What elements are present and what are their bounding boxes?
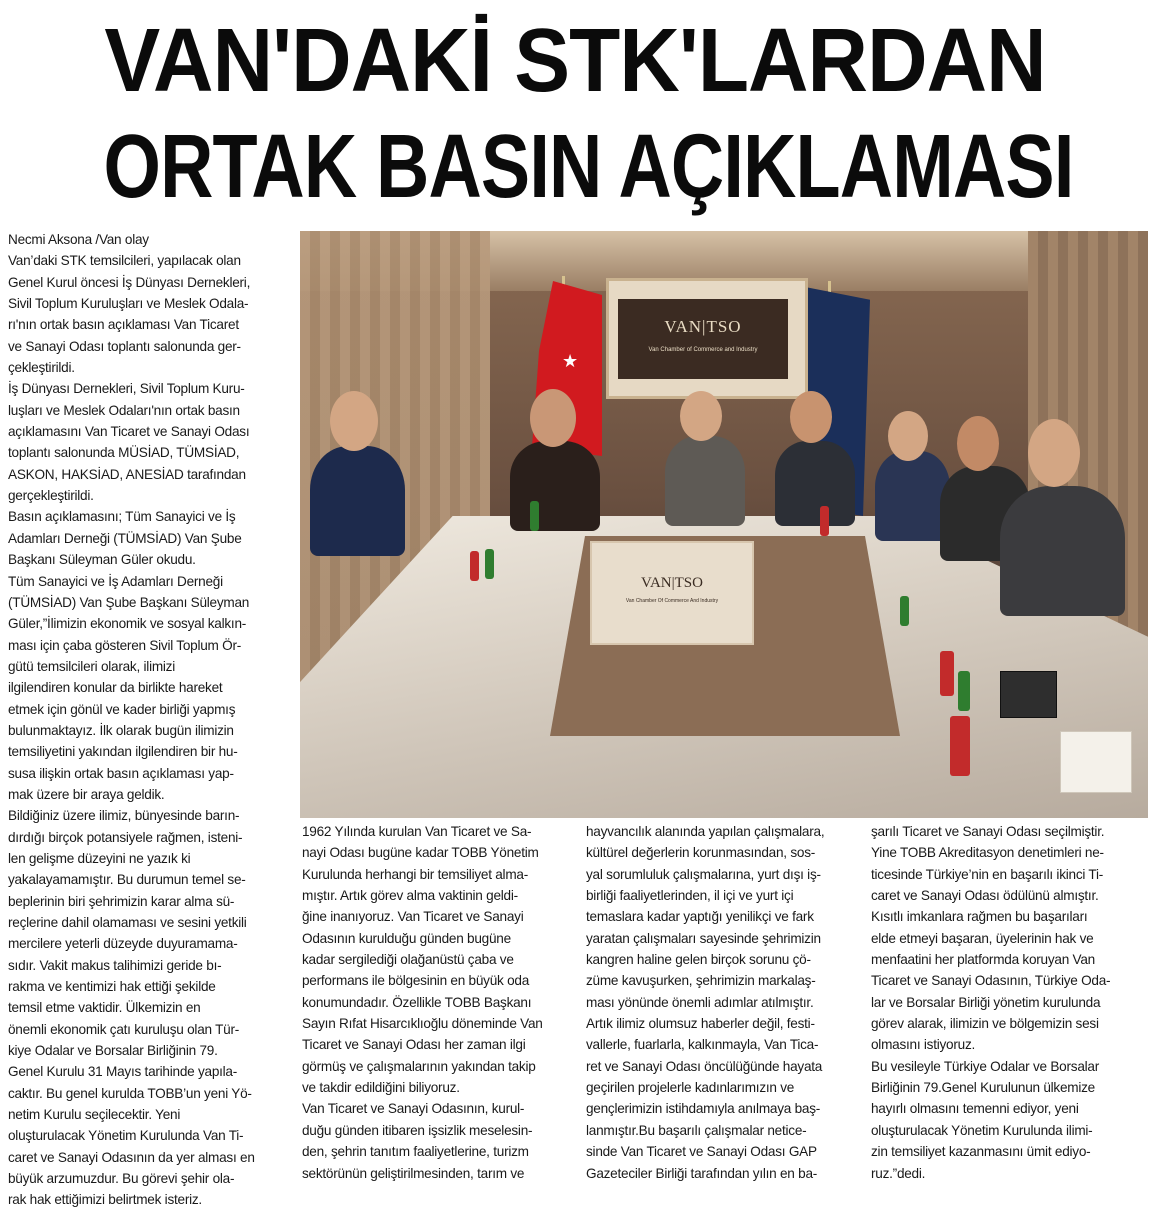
text-line: yakalayamamıştır. Bu durumun temel se- xyxy=(8,872,246,888)
text-line: züme kavuşurken, şehrimizin markalaş- xyxy=(586,973,816,989)
text-line: Yine TOBB Akreditasyon denetimleri ne- xyxy=(871,845,1104,861)
person-figure xyxy=(1000,486,1125,616)
text-line: vallerle, fuarlarla, kalkınmayla, Van Tica- xyxy=(586,1037,819,1053)
person-figure xyxy=(875,451,950,541)
text-line: Kurulunda herhangi bir temsiliyet alma- xyxy=(302,866,528,882)
text-line: Genel Kurulu 31 Mayıs tarihinde yapıla- xyxy=(8,1064,238,1080)
text-line: duğu günden itibaren işsizlik meselesin- xyxy=(302,1122,533,1138)
text-line: ve Sanayi Odası toplantı salonunda ger- xyxy=(8,338,241,354)
text-line: ve takdir edildiğini biliyoruz. xyxy=(302,1080,460,1096)
text-line: reçlerine dahil olamaması ve sesini yetkili xyxy=(8,915,247,930)
text-line: Ticaret ve Sanayi Odasının, Türkiye Oda- xyxy=(871,973,1111,989)
text-line: etmek için gönül ve kader birliği yapmış xyxy=(8,701,236,717)
text-line: bulunmaktayız. İlk olarak bugün ilimizin xyxy=(8,722,234,738)
podium-logo: VAN|TSO xyxy=(641,575,703,591)
text-line: lanmıştır.Bu başarılı çalışmalar netice- xyxy=(586,1122,807,1138)
text-line: gençlerimizin istihdamıyla anılmaya baş- xyxy=(586,1101,821,1117)
text-line: Genel Kurul öncesi İş Dünyası Dernekleri, xyxy=(8,274,251,290)
text-line: kadar sergilediği olağanüstü çaba ve xyxy=(302,952,514,968)
text-line: lar ve Borsalar Birliği yönetim kurulunda xyxy=(871,994,1101,1010)
text-line: oluşturulacak Yönetim Kurulunda ilimi- xyxy=(871,1122,1093,1138)
text-line: sektörünün geliştirilmesinden, tarım ve xyxy=(302,1165,525,1181)
text-line: kiye Odalar ve Borsalar Birliğinin 79. xyxy=(8,1043,218,1059)
text-line: len gelişme düzeyini ne yazık ki xyxy=(8,850,191,866)
text-line: önemli ekonomik çatı kuruluşu olan Tür- xyxy=(8,1021,240,1037)
text-line: ması için çaba gösteren Sivil Toplum Ör- xyxy=(8,637,242,653)
text-line: ilgilendiren konular da birlikte hareket xyxy=(8,680,223,696)
text-line: ret ve Sanayi Odası öncülüğünde hayata xyxy=(586,1058,823,1074)
text-line: performans ile bölgesinin en büyük oda xyxy=(302,973,530,989)
text-line: beplerinin biri şehrimizin karar alma sü- xyxy=(8,893,235,909)
text-line: Kısıtlı imkanlara rağmen bu başarıları xyxy=(871,909,1088,925)
text-line: yal sorumluluk çalışmalarına, yurt dışı iş- xyxy=(586,866,821,882)
wall-logo: VAN|TSO xyxy=(664,317,742,336)
text-line: nayi Odası bugüne kadar TOBB Yönetim xyxy=(302,845,539,861)
text-line: İş Dünyası Dernekleri, Sivil Toplum Kuru- xyxy=(8,381,245,397)
text-line: geçirilen projelerle kadınlarımızın ve xyxy=(586,1080,795,1096)
text-line: luşları ve Meslek Odaları'nın ortak basın xyxy=(8,402,240,418)
table-front-sign xyxy=(590,541,754,645)
text-line: Necmi Aksona /Van olay xyxy=(8,232,149,247)
text-line: Adamları Derneği (TÜMSİAD) Van Şube xyxy=(8,530,242,546)
text-line: caktır. Bu genel kurulda TOBB’un yeni Yö- xyxy=(8,1085,252,1101)
text-line: Bu vesileyle Türkiye Odalar ve Borsalar xyxy=(871,1058,1099,1074)
text-line: rakma ve kentimizi hak ettiği şekilde xyxy=(8,979,216,995)
text-line: mak üzere bir araya geldik. xyxy=(8,786,165,802)
meeting-photo: ★ VAN|TSO Van Chamber of Commerce and Industry VAN|TSO Van Chamber Of Commerce And Industry xyxy=(300,231,1148,818)
wall-logo-subtitle: Van Chamber of Commerce and Industry xyxy=(648,347,758,353)
text-line: dırdığı birçok potansiyele rağmen, isteni- xyxy=(8,829,243,845)
article-column-4 xyxy=(871,821,1145,1184)
text-line: kültürel değerlerin korunmasından, sos- xyxy=(586,845,816,861)
person-figure xyxy=(665,436,745,526)
article-column-2 xyxy=(302,821,572,1184)
text-line: ması yönünde önemli adımlar atılmıştır. xyxy=(586,994,814,1010)
text-line: görev alarak, ilimizin ve bölgemizin sesi xyxy=(871,1016,1099,1032)
text-line: 1962 Yılında kurulan Van Ticaret ve Sa- xyxy=(302,824,532,839)
text-line: sıdır. Vakit makus talihimizi geride bı- xyxy=(8,957,222,973)
text-line: birliği faaliyetlerinden, il içi ve yurt içi xyxy=(586,888,794,904)
text-line: oluşturulacak Yönetim Kurulunda Van Ti- xyxy=(8,1128,244,1144)
text-line: konumundadır. Özellikle TOBB Başkanı xyxy=(302,994,532,1010)
person-figure xyxy=(775,441,855,526)
text-line: Güler,”İlimizin ekonomik ve sosyal kalkın- xyxy=(8,616,247,632)
text-line: sinde Van Ticaret ve Sanayi Odası GAP xyxy=(586,1144,817,1160)
text-line: Artık ilimiz olumsuz haberler değil, festi- xyxy=(586,1016,815,1032)
text-line: rı'nın ortak basın açıklaması Van Ticaret xyxy=(8,317,239,333)
text-line: kangren haline gelen birçok sorunu çö- xyxy=(586,952,811,968)
text-line: zin temsiliyet kazanmasını ümit ediyo- xyxy=(871,1144,1091,1160)
text-line: ticesinde Türkiye’nin en başarılı ikinci Ti- xyxy=(871,866,1104,882)
person-figure xyxy=(510,441,600,531)
text-line: ASKON, HAKSİAD, ANESİAD tarafından xyxy=(8,466,246,482)
text-line: mıştır. Artık görev alma vaktinin geldi- xyxy=(302,888,518,904)
text-line: Bildiğiniz üzere ilimiz, bünyesinde barın- xyxy=(8,808,240,824)
text-line: toplantı salonunda MÜSİAD, TÜMSİAD, xyxy=(8,445,240,461)
text-line: den, şehrin tanıtım faaliyetlerine, turizm xyxy=(302,1144,529,1160)
text-line: Basın açıklamasını; Tüm Sanayici ve İş xyxy=(8,509,236,525)
text-line: Tüm Sanayici ve İş Adamları Derneği xyxy=(8,573,223,589)
text-line: şarılı Ticaret ve Sanayi Odası seçilmiştir. xyxy=(871,824,1105,839)
text-line: gütü temsilcileri olarak, ilimizi xyxy=(8,658,176,674)
text-line: ğine inanıyoruz. Van Ticaret ve Sanayi xyxy=(302,909,524,925)
text-line: Birliğinin 79.Genel Kurulunun ülkemize xyxy=(871,1080,1095,1096)
text-line: Van’daki STK temsilcileri, yapılacak olan xyxy=(8,253,241,269)
article-column-1 xyxy=(8,229,293,1211)
text-line: elde etmeyi başaran, üyelerinin hak ve xyxy=(871,930,1094,946)
text-line: (TÜMSİAD) Van Şube Başkanı Süleyman xyxy=(8,594,250,610)
text-line: caret ve Sanayi Odası ödülünü almıştır. xyxy=(871,888,1099,904)
person-figure xyxy=(310,446,405,556)
headline-line-2: ORTAK BASIN AÇIKLAMASI xyxy=(103,117,1074,217)
text-line: açıklamasını Van Ticaret ve Sanayi Odası xyxy=(8,424,250,440)
text-line: rak hak ettiğimizi belirtmek isteriz. xyxy=(8,1192,202,1208)
text-line: Ticaret ve Sanayi Odası her zaman ilgi xyxy=(302,1037,526,1053)
text-line: caret ve Sanayi Odasının da yer alması en xyxy=(8,1149,255,1165)
text-line: gerçekleştirildi. xyxy=(8,488,94,504)
text-line: yaratan çalışmaları sayesinde şehrimizin xyxy=(586,930,821,946)
text-line: susa ilişkin ortak basın açıklaması yap- xyxy=(8,765,234,781)
text-line: menfaatini her platformda koruyan Van xyxy=(871,952,1095,968)
text-line: Sivil Toplum Kuruluşları ve Meslek Odala- xyxy=(8,296,249,312)
text-line: mercilere yeterli düzeyde duyuramama- xyxy=(8,936,238,952)
text-line: olmasını istiyoruz. xyxy=(871,1037,976,1053)
text-line: Başkanı Süleyman Güler okudu. xyxy=(8,552,196,568)
headline-line-1: VAN'DAKİ STK'LARDAN xyxy=(104,11,1046,111)
text-line: büyük arzumuzdur. Bu görevi şehir ola- xyxy=(8,1171,235,1187)
podium-logo-subtitle: Van Chamber Of Commerce And Industry xyxy=(625,598,719,604)
text-line: netim Kurulu seçilecektir. Yeni xyxy=(8,1107,181,1123)
text-line: görmüş ve çalışmalarının yakından takip xyxy=(302,1058,536,1074)
text-line: çekleştirildi. xyxy=(8,360,75,376)
text-line: Gazeteciler Birliği tarafından yılın en ba- xyxy=(586,1165,818,1181)
text-line: temsiliyetini yakından ilgilendiren bir hu- xyxy=(8,744,238,760)
text-line: hayırlı olmasını temenni ediyor, yeni xyxy=(871,1101,1079,1117)
text-line: ruz.”dedi. xyxy=(871,1165,926,1181)
text-line: temaslara kadar yaptığı yenilikçi ve fark xyxy=(586,909,814,925)
text-line: hayvancılık alanında yapılan çalışmalara, xyxy=(586,824,825,839)
wall-sign xyxy=(618,299,788,379)
text-line: Sayın Rıfat Hisarcıklıoğlu döneminde Van xyxy=(302,1016,543,1032)
text-line: Odasının kurulduğu günden bugüne xyxy=(302,930,511,946)
article-column-3 xyxy=(586,821,858,1184)
text-line: Van Ticaret ve Sanayi Odasının, kurul- xyxy=(302,1101,525,1117)
text-line: temsil etme vaktidir. Ülkemizin en xyxy=(8,1000,201,1016)
